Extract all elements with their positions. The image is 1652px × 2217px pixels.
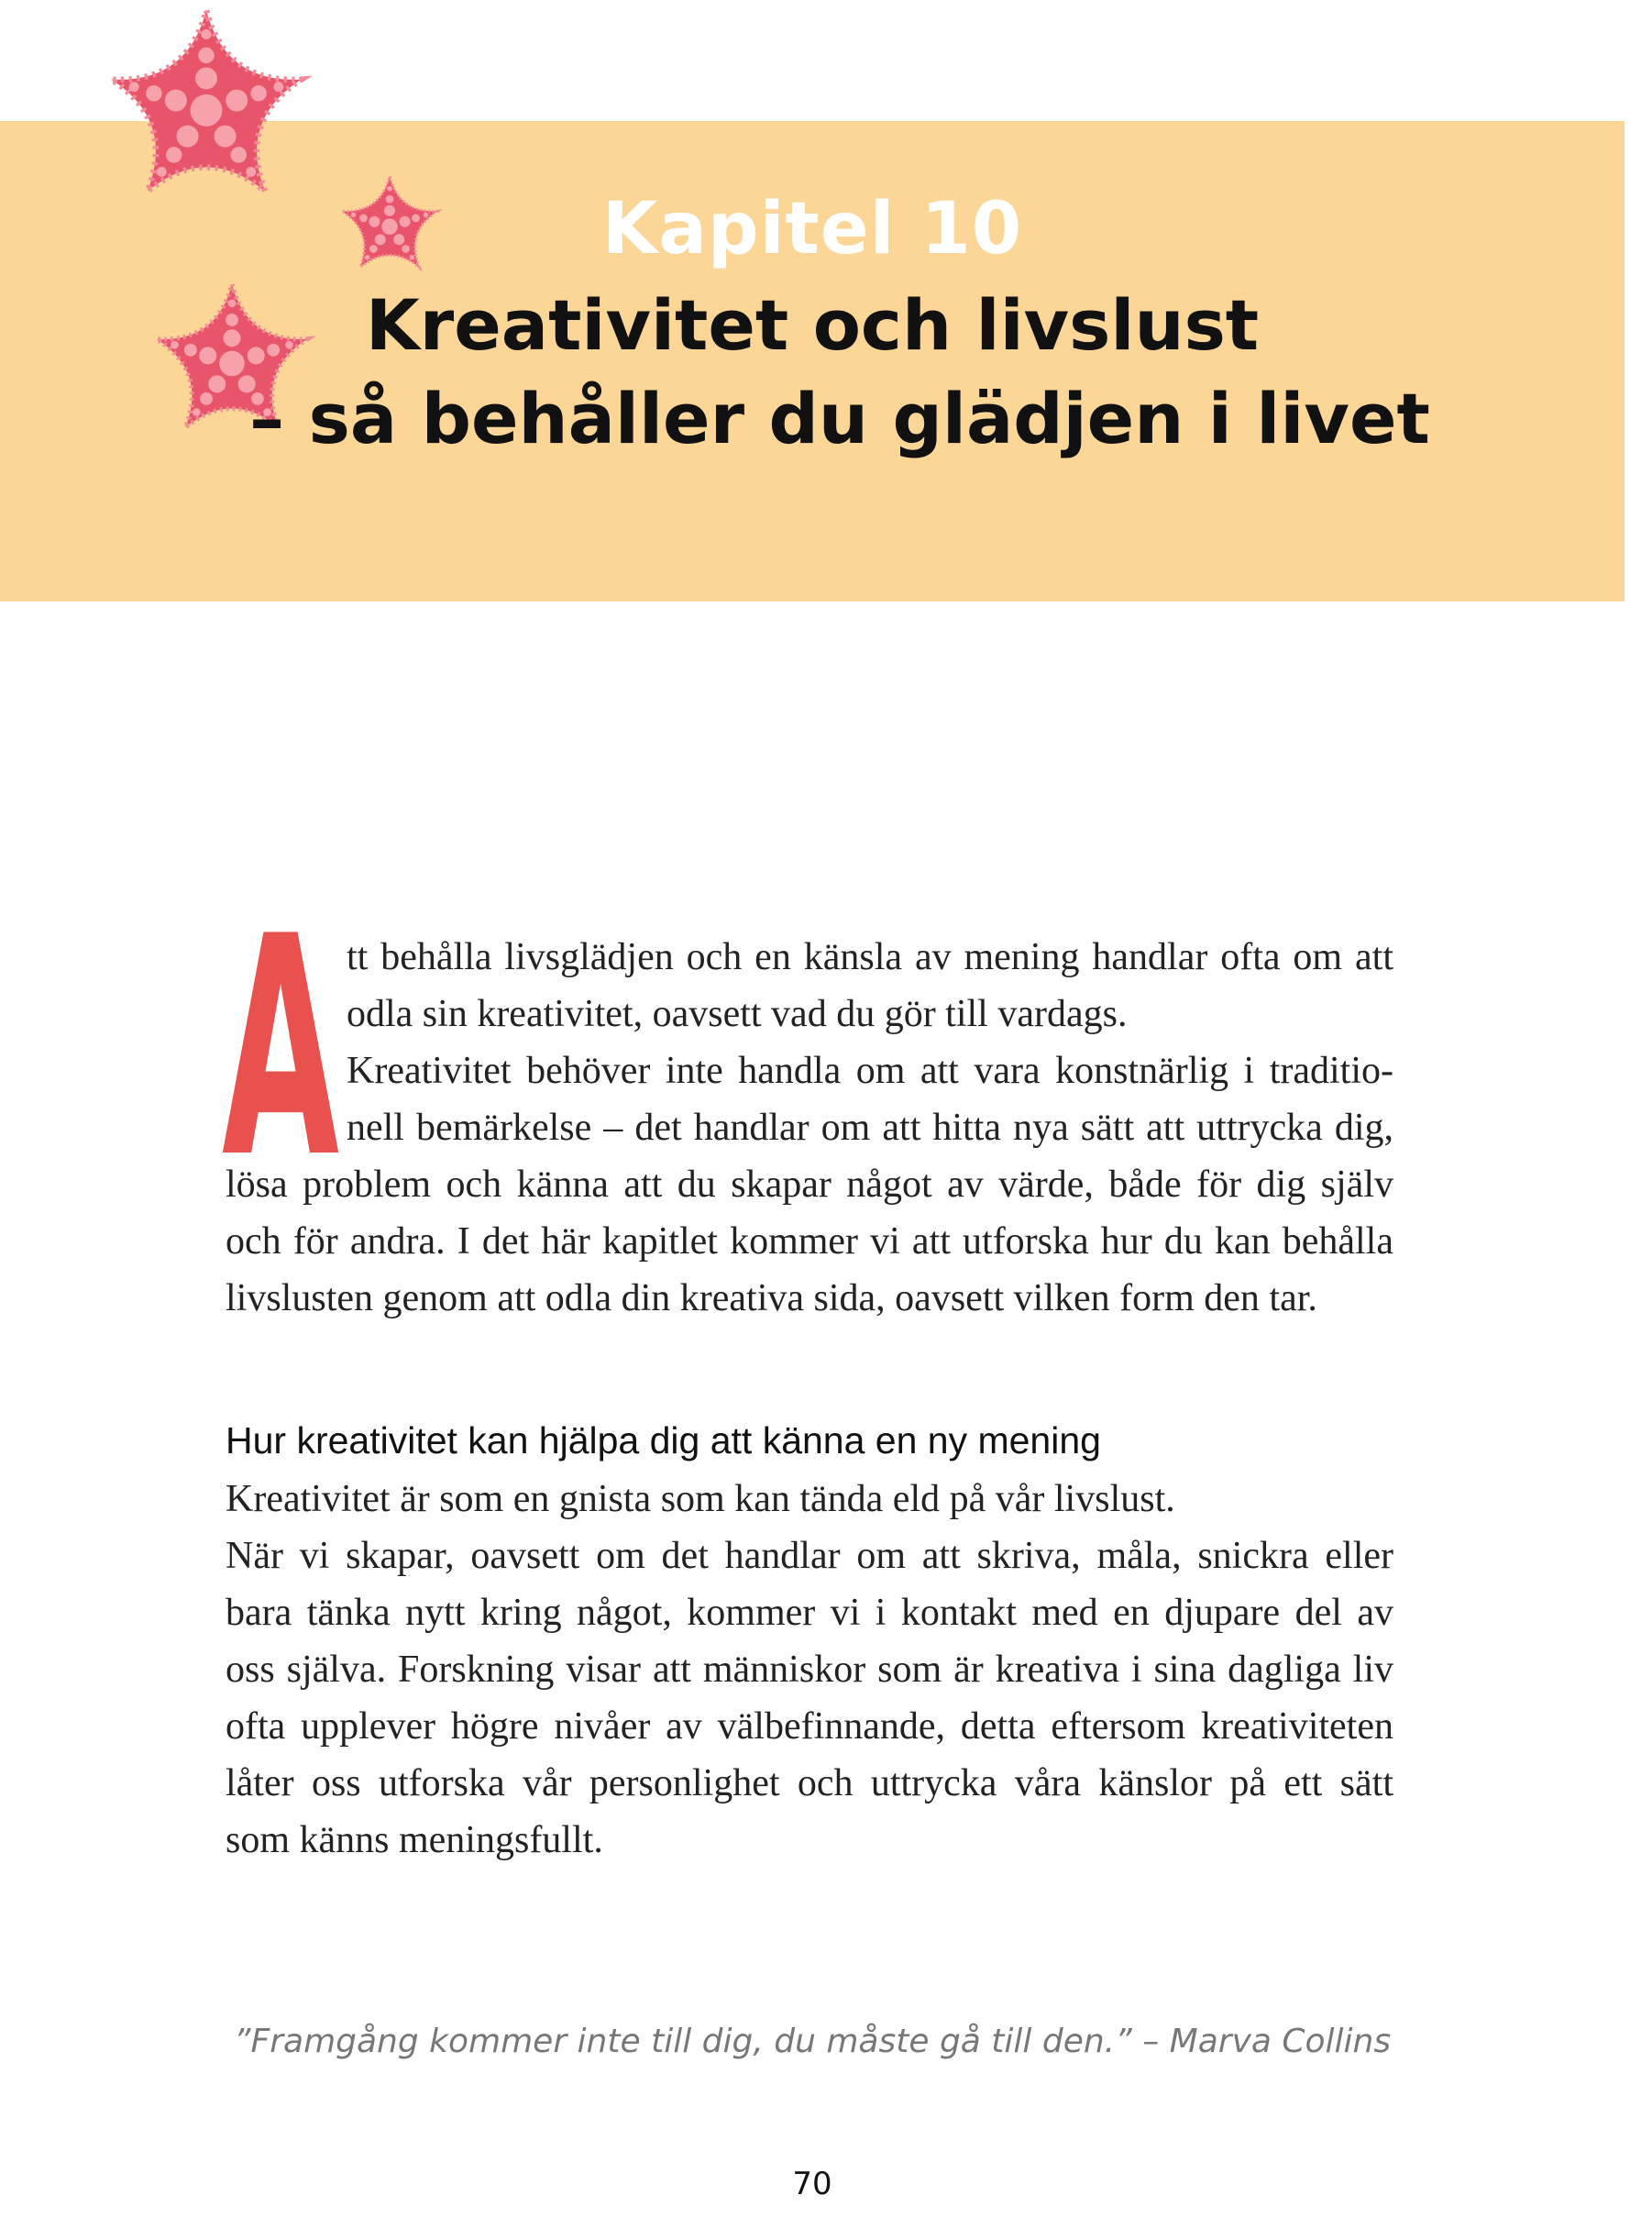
page-number: 70 (792, 2166, 832, 2202)
drop-cap (220, 872, 344, 1224)
intro-line: odla sin kreativitet, oavsett vad du gör till vardags. (347, 993, 1128, 1035)
section-line: bara tänka nytt kring något, kommer vi i kontakt med en djupare del av (226, 1592, 1393, 1634)
chapter-subtitle: – så behåller du glädjen i livet (249, 378, 1430, 459)
drop-cap-letter: A (222, 872, 341, 1224)
section-line: låter oss utforska vår personlighet och uttrycka våra känslor på ett sätt (226, 1762, 1393, 1804)
intro-line: Kreativitet behöver inte handla om att vara konstnärlig i traditio- (347, 1050, 1393, 1092)
intro-line: lösa problem och känna att du skapar något av värde, både för dig själv (226, 1164, 1393, 1206)
section-line: Kreativitet är som en gnista som kan tända eld på vår livslust. (226, 1478, 1175, 1520)
quote: ”Framgång kommer inte till dig, du måste gå till den.” – Marva Collins (233, 2023, 1392, 2060)
chapter-label: Kapitel 10 (601, 188, 1023, 270)
intro-line: tt behålla livsglädjen och en känsla av mening handlar ofta om att (347, 936, 1393, 978)
intro-line: livslusten genom att odla din kreativa sida, oavsett vilken form den tar. (226, 1277, 1317, 1319)
starfish-icon (96, 0, 316, 213)
intro-line: nell bemärkelse – det handlar om att hitta nya sätt att uttrycka dig, (347, 1107, 1393, 1149)
section-heading: Hur kreativitet kan hjälpa dig att känna en ny mening (226, 1419, 1101, 1461)
section-line: som känns meningsfullt. (226, 1819, 603, 1861)
chapter-title: Kreativitet och livslust (365, 284, 1260, 366)
intro-line: och för andra. I det här kapitlet kommer vi att utforska hur du kan behålla (226, 1220, 1393, 1263)
section-line: När vi skapar, oavsett om det handlar om att skriva, måla, snickra eller (226, 1535, 1393, 1577)
section-line: oss själva. Forskning visar att människor som är kreativa i sina dagliga liv (226, 1649, 1393, 1691)
section-line: ofta upplever högre nivåer av välbefinnande, detta eftersom kreativiteten (226, 1705, 1393, 1748)
